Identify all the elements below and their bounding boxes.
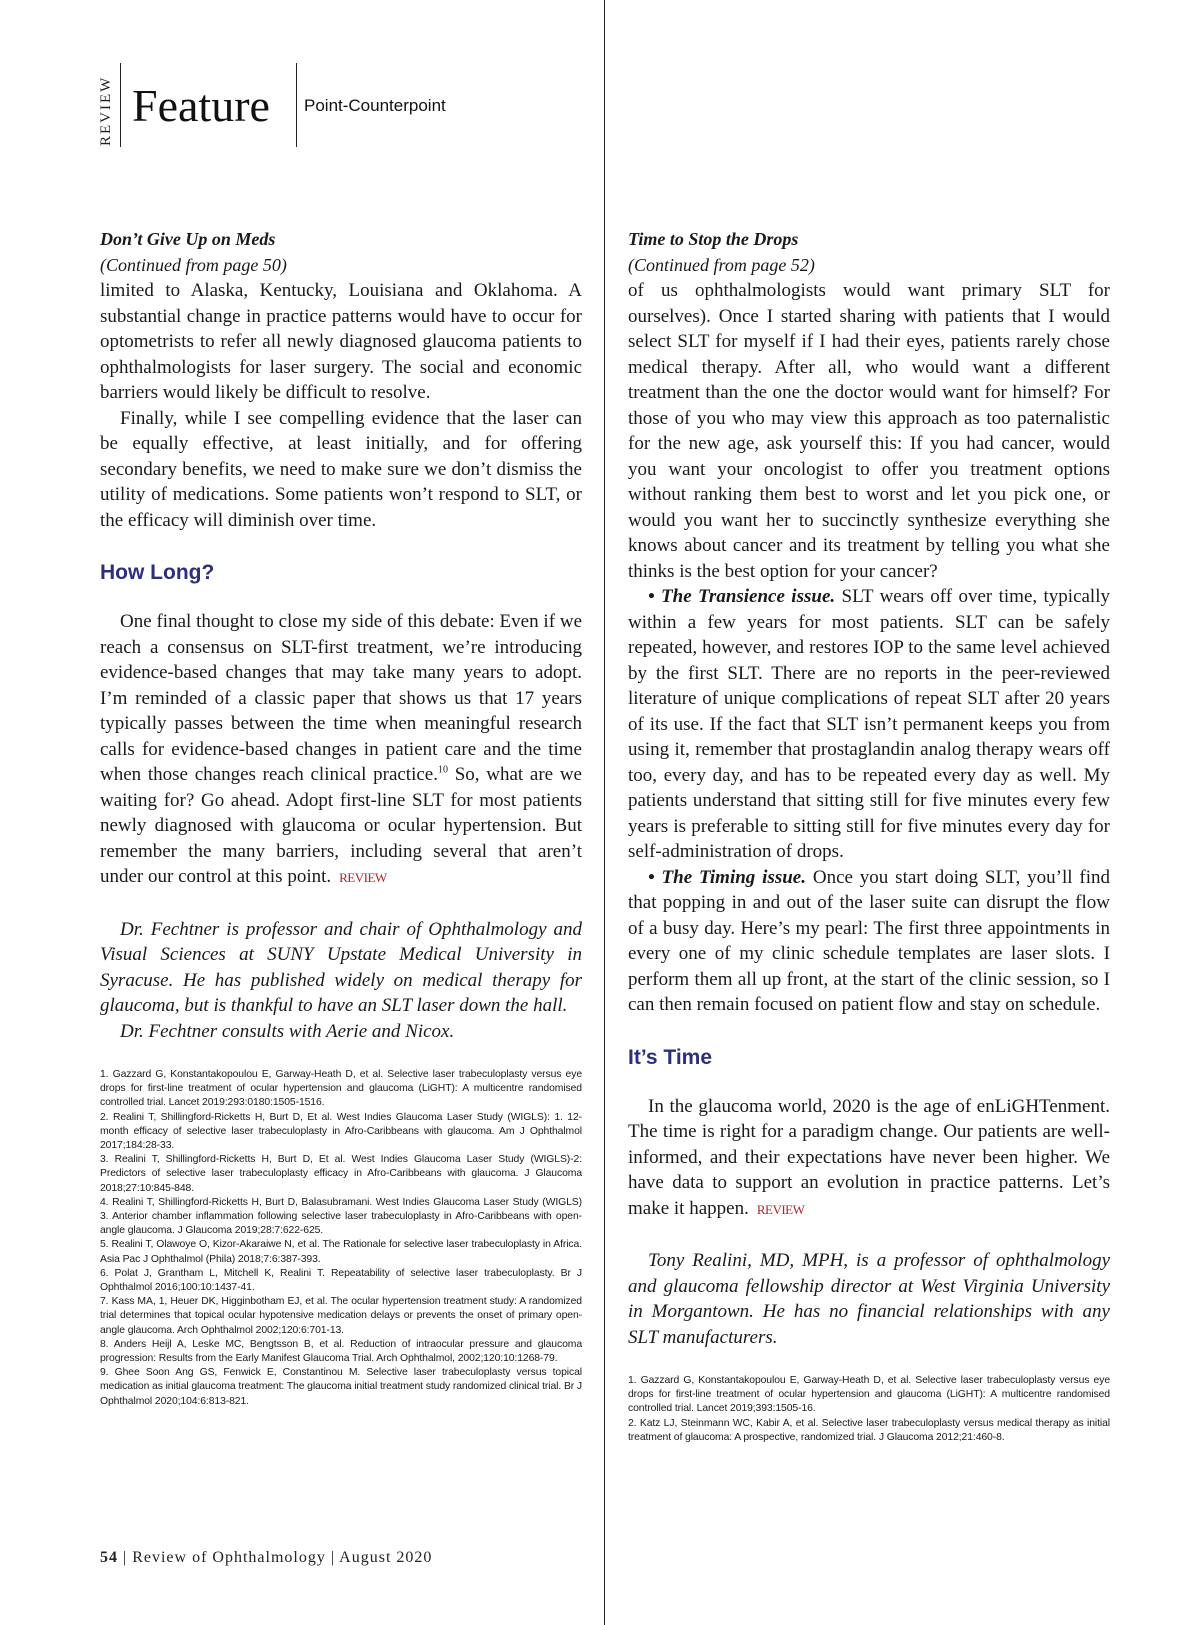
left-column xyxy=(100,226,582,1409)
footer-text: | Review of Ophthalmology | August 2020 xyxy=(118,1549,433,1566)
right-heading: It’s Time xyxy=(628,1045,713,1069)
right-kicker: Time to Stop the Drops xyxy=(628,229,799,249)
right-bio xyxy=(628,1248,1110,1350)
right-column xyxy=(628,226,1110,1445)
reference-item: 7. Kass MA, 1, Heuer DK, Higginbotham EJ, et al. The ocular hypertension treatment study: A randomized trial determines that topical ocular hypotensive medication delays or prevents the onset of primary open-angle glaucoma. Arch Ophthalmol 2002;120:6:701-13. xyxy=(100,1296,582,1336)
left-p3-text-b: So, what are we waiting for? Go ahead. Adopt first-line SLT for most patients newly diagnosed with glaucoma or ocular hypertension. But remember the many barriers, including several that aren’t under our control at this point. xyxy=(100,764,582,887)
right-paragraph-1: of us ophthalmologists would want primary SLT for ourselves). Once I started sharing with patients that I would select SLT for myself if I had their eyes, patients rarely chose medical therapy. After all, who would want a different treatment than the one the doctor would want for himself? For those of you who may view this approach as too paternalistic for the new age, ask yourself this: If you had cancer, would you want your oncologist to offer you treatment options without ranking them best to worst and let you pick one, or would you want her to succinctly synthesize everything she knows about cancer and its treatment by telling you what she thinks is the best option for your cancer? xyxy=(628,280,1110,582)
column-divider xyxy=(604,0,605,1625)
page-footer xyxy=(100,1549,432,1567)
reference-item: 2. Katz LJ, Steinmann WC, Kabir A, et al. Selective laser trabeculoplasty versus medical therapy as initial treatment of glaucoma: A prospective, randomized trial. J Glaucoma 2012;21:460-8. xyxy=(628,1417,1110,1443)
right-paragraph-2 xyxy=(628,1094,1110,1223)
left-paragraph-2: Finally, while I see compelling evidence that the laser can be equally effective, at least initially, and for offering secondary benefits, we need to make sure we don’t dismiss the utility of medications. Some patients won’t respond to SLT, or the efficacy will diminish over time. xyxy=(100,407,582,531)
bullet-2-text: Once you start doing SLT, you’ll find that popping in and out of the laser suite can disrupt the flow of a busy day. Here’s my pearl: The first three appointments in every one of my clinic schedule templates are laser slots. I perform them all up front, at the start of the clinic session, so I can then remain focused on patient flow and stay on schedule. xyxy=(628,866,1110,1015)
header-rule-right xyxy=(296,63,297,147)
left-bio-1: Dr. Fechtner is professor and chair of Ophthalmology and Visual Sciences at SUNY Upstate Medical University in Syracuse. He has published widely on medical therapy for glaucoma, but is thankful to have an SLT laser down the hall. xyxy=(100,918,582,1016)
right-continued: (Continued from page 52) xyxy=(628,255,815,275)
left-bio xyxy=(100,917,582,1045)
bullet-1-lead: • The Transience issue. xyxy=(648,586,836,607)
right-references xyxy=(628,1374,1110,1445)
left-paragraph-3 xyxy=(100,609,582,891)
reference-item: 2. Realini T, Shillingford-Ricketts H, Burt D, Et al. West Indies Glaucoma Laser Study (WIGLS): 1. 12-month efficacy of selective laser trabeculoplasty in Afro-Caribbeans with glaucoma. Am J Ophthalmol 2017;184:28-33. xyxy=(100,1111,582,1152)
left-kicker: Don’t Give Up on Meds xyxy=(100,229,276,249)
reference-item: 5. Realini T, Olawoye O, Kizor-Akaraiwe N, et al. The Rationale for selective laser trabeculoplasty in Africa. Asia Pac J Ophthalmol (Phila) 2018;7:6:387-393. xyxy=(100,1239,582,1265)
left-continued: (Continued from page 50) xyxy=(100,255,287,275)
right-bio-text: Tony Realini, MD, MPH, is a professor of ophthalmology and glaucoma fellowship director at West Virginia University in Morgantown. He has no financial relationships with any SLT manufacturers. xyxy=(628,1250,1110,1348)
bullet-2-lead: • The Timing issue. xyxy=(648,866,806,888)
right-bullet-2 xyxy=(628,865,1110,1018)
review-vertical-label: REVIEW xyxy=(98,75,114,146)
review-end-mark: REVIEW xyxy=(756,1201,805,1217)
reference-item: 9. Ghee Soon Ang GS, Fenwick E, Constantinou M. Selective laser trabeculoplasty versus topical medication as initial glaucoma treatment: The glaucoma initial treatment study randomized clinical trial. Br J Ophthalmol 2020;104:6:813-821. xyxy=(100,1367,583,1407)
bullet-1-text: SLT wears off over time, typically within a few years for most patients. SLT can be safely repeated, however, and restores IOP to the same level achieved by the first SLT. There are no reports in the peer-reviewed literature of unique complications of repeat SLT after 20 years of its use. If the fact that SLT isn’t permanent keeps you from using it, remember that prostaglandin analog therapy wears off too, every day, and has to be repeated every day as well. My patients understand that sitting still for five minutes every few years is preferable to sitting still for five minutes every day for self-administration of drops. xyxy=(628,586,1110,862)
feature-title: Feature xyxy=(132,80,270,131)
left-paragraph-1: limited to Alaska, Kentucky, Louisiana and Oklahoma. A substantial change in practice patterns would have to occur for optometrists to refer all newly diagnosed glaucoma patients to ophthalmologists for laser surgery. The social and economic barriers would likely be difficult to resolve. xyxy=(100,280,582,403)
header-rule-left xyxy=(120,63,121,147)
left-p3-text-a: One final thought to close my side of this debate: Even if we reach a consensus on SLT-first treatment, we’re introducing evidence-based changes that may take many years to adopt. I’m reminded of a classic paper that shows us that 17 years typically passes between the time when meaningful research calls for evidence-based changes in patient care and the time when those changes reach clinical practice. xyxy=(100,611,582,785)
reference-item: 4. Realini T, Shillingford-Ricketts H, Burt D, Balasubramani. West Indies Glaucoma Laser Study (WIGLS) 3. Anterior chamber inflammation following selective laser trabeculoplasty in Afro-Caribbeans with open-angle glaucoma. J Glaucoma 2019;28:7:622-625. xyxy=(100,1196,582,1237)
left-heading: How Long? xyxy=(100,561,215,584)
right-body xyxy=(628,278,1110,1222)
page-number: 54 xyxy=(100,1549,118,1566)
section-label: Point-Counterpoint xyxy=(304,96,446,115)
left-body xyxy=(100,278,582,891)
right-bullet-1 xyxy=(628,584,1110,865)
reference-item: 6. Polat J, Grantham L, Mitchell K, Realini T. Repeatability of selective laser trabeculoplasty. Br J Ophthalmol 2016;100:10:1437-41. xyxy=(100,1267,582,1294)
reference-item: 3. Realini T, Shillingford-Ricketts H, Burt D, Et al. West Indies Glaucoma Laser Study (WIGLS)-2: Predictors of selective laser trabeculoplasty efficacy in Afro-Caribbeans with glaucoma. J Glaucoma 2018;27:10:845-848. xyxy=(100,1154,582,1194)
reference-item: 8. Anders Heijl A, Leske MC, Bengtsson B, et al. Reduction of intraocular pressure and glaucoma progression: Results from the Early Manifest Glaucoma Trial. Arch Ophthalmol, 2002;120:10:1268-79. xyxy=(100,1338,582,1365)
left-references xyxy=(100,1068,582,1409)
footnote-ref-10: 10 xyxy=(437,764,448,776)
reference-item: 1. Gazzard G, Konstantakopoulou E, Garway-Heath D, et al. Selective laser trabeculoplasty versus eye drops for first-line treatment of ocular hypertension and glaucoma (LiGHT): A multicentre randomised controlled trial. Lancet 2019;393:1505-16. xyxy=(628,1375,1110,1415)
left-bio-2: Dr. Fechtner consults with Aerie and Nicox. xyxy=(120,1020,455,1042)
reference-item: 1. Gazzard G, Konstantakopoulou E, Garway-Heath D, et al. Selective laser trabeculoplasty versus eye drops for first-line treatment of ocular hypertension and glaucoma (LiGHT): A multicentre randomised controlled trial. Lancet 2019:293:0180:1505-1516. xyxy=(100,1069,582,1109)
review-end-mark: REVIEW xyxy=(339,870,387,885)
right-p2-text: In the glaucoma world, 2020 is the age of enLiGHTenment. The time is right for a paradigm change. Our patients are well-informed, and their expectations have never been higher. We have data to support an evolution in practice patterns. Let’s make it happen. xyxy=(628,1095,1110,1219)
